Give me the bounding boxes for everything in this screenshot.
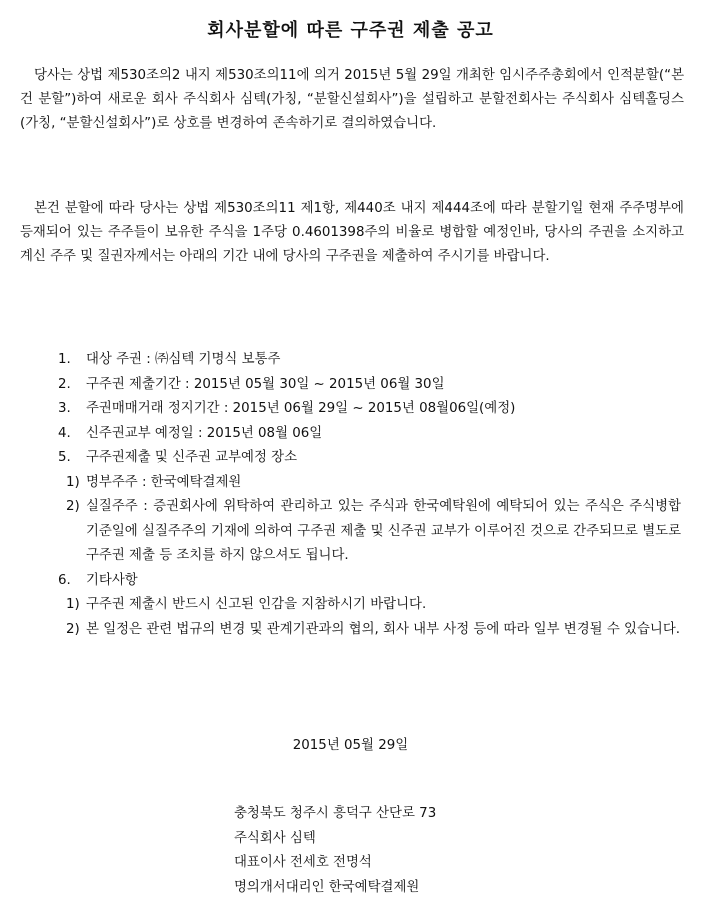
list-item bbox=[0, 348, 701, 373]
intro-paragraph-text: 당사는 상법 제530조의2 내지 제530조의11에 의거 2015년 5월 29일 개최한 임시주주총회에서 인적분할(“본건 분할”)하여 새로운 회사 주식회사 심텍(가칭, “분할신설회사”)을 설립하고 분할전회사는 주식회사 심텍홀딩스(가칭, “분할신설회사”)로 상호를 변경하여 존속하기로 결의하였습니다. bbox=[20, 68, 684, 131]
sub-list-item-number: 1) bbox=[66, 474, 80, 490]
list-item-number: 6. bbox=[58, 572, 71, 588]
merger-paragraph-text: 본건 분할에 따라 당사는 상법 제530조의11 제1항, 제440조 내지 제444조에 따라 분할기일 현재 주주명부에 등재되어 있는 주주들이 보유한 주식을 1주당 0.4601398주의 비율로 병합할 예정인바, 당사의 주권을 소지하고 계신 주주 및 질권자께서는 아래의 기간 내에 당사의 구주권을 제출하여 주시기를 바랍니다. bbox=[20, 201, 684, 264]
intro-paragraph bbox=[20, 64, 684, 136]
list-item-text: 신주권교부 예정일 : 2015년 08월 06일 bbox=[86, 425, 323, 441]
sub-list-item-text: 실질주주 : 증권회사에 위탁하여 관리하고 있는 주식과 한국예탁원에 예탁되어 있는 주식은 주식병합 기준일에 실질주주의 기재에 의하여 구주권 제출 및 신주권 교부가 이루어진 것으로 간주되므로 별도로 구주권 제출 등 조치를 하지 않으셔도 됩니다. bbox=[86, 499, 681, 563]
sub-list-item bbox=[0, 593, 701, 618]
list-item-number: 5. bbox=[58, 450, 71, 465]
list-item bbox=[0, 422, 701, 447]
sub-list-item-number: 1) bbox=[66, 597, 80, 612]
transfer-agent: 명의개서대리인 한국예탁결제원 bbox=[234, 879, 420, 895]
notice-date: 2015년 05월 29일 bbox=[292, 738, 409, 753]
list-item-number: 3. bbox=[58, 401, 71, 416]
document-title: 회사분할에 따른 구주권 제출 공고 bbox=[207, 20, 494, 41]
list-item-number: 1. bbox=[58, 352, 71, 367]
list-item-text: 주권매매거래 정지기간 : 2015년 06월 29일 ~ 2015년 08월06일(예정) bbox=[86, 401, 516, 416]
list-item-number: 2. bbox=[58, 376, 71, 392]
list-item bbox=[0, 397, 701, 422]
schedule-list bbox=[0, 348, 701, 642]
sub-list-item-text: 명부주주 : 한국예탁결제원 bbox=[86, 474, 242, 490]
sub-list-item bbox=[0, 471, 701, 496]
list-item-text: 기타사항 bbox=[86, 572, 138, 588]
sub-list-item-number: 2) bbox=[66, 499, 80, 514]
list-item bbox=[0, 569, 701, 594]
sub-list-item-text: 본 일정은 관련 법규의 변경 및 관계기관과의 협의, 회사 내부 사정 등에 따라 일부 변경될 수 있습니다. bbox=[86, 621, 681, 637]
list-item bbox=[0, 446, 701, 471]
list-item-number: 4. bbox=[58, 425, 71, 441]
sub-list-item-text: 구주권 제출시 반드시 신고된 인감을 지참하시기 바랍니다. bbox=[86, 597, 427, 612]
company-address: 충청북도 청주시 흥덕구 산단로 73 bbox=[234, 806, 437, 821]
sub-list-item-number: 2) bbox=[66, 621, 80, 637]
company-name: 주식회사 심텍 bbox=[234, 830, 316, 846]
merger-paragraph bbox=[20, 197, 684, 269]
representative: 대표이사 전세호 전명석 bbox=[234, 855, 372, 870]
list-item-text: 구주권제출 및 신주권 교부예정 장소 bbox=[86, 450, 298, 465]
sub-list-item bbox=[0, 618, 701, 643]
sub-list-item bbox=[0, 495, 701, 569]
list-item bbox=[0, 373, 701, 398]
list-item-text: 대상 주권 : ㈜심텍 기명식 보통주 bbox=[86, 352, 281, 367]
signer-block bbox=[234, 802, 436, 900]
list-item-text: 구주권 제출기간 : 2015년 05월 30일 ~ 2015년 06월 30일 bbox=[86, 376, 445, 392]
